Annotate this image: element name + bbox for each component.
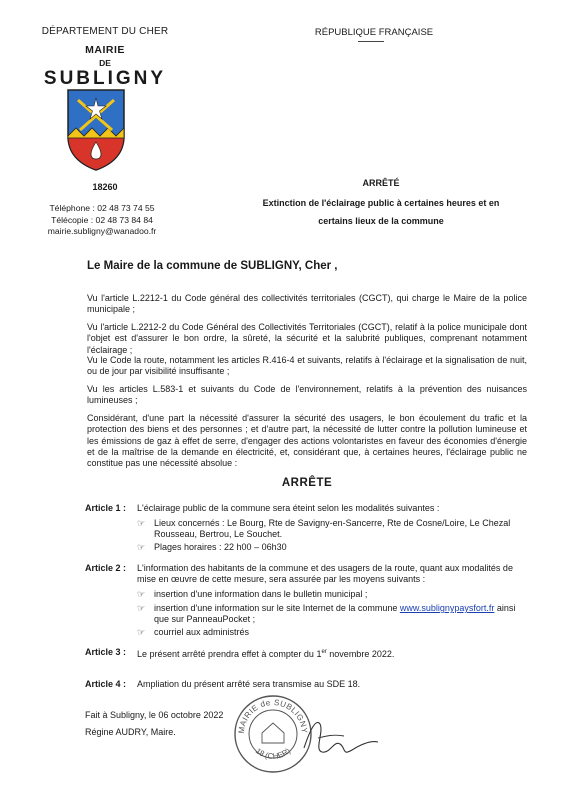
article-1-bullet-2 [137, 542, 530, 553]
phone-number: Téléphone : 02 48 73 74 55 [49, 203, 155, 213]
preamble-paragraph-3: Vu le Code la route, notamment les articles R.416-4 et suivants, relatifs à l'éclairage et la signalisation de nuit, ou de jour par visibilité insuffisante ; [87, 355, 527, 377]
article-1-bullet-2-text: Plages horaires : 22 h00 – 06h30 [154, 542, 287, 552]
email-address: mairie.subligny@wanadoo.fr [47, 226, 157, 237]
article-3-text [137, 647, 530, 660]
article-4-label: Article 4 : [85, 679, 127, 689]
maire-heading: Le Maire de la commune de SUBLIGNY, Cher , [87, 260, 338, 272]
article-2-bullet-2 [137, 603, 530, 625]
stamp-top-text: MAIRIE de SUBLIGNY [236, 697, 310, 735]
article-2-bullet-1 [137, 589, 530, 600]
subject-line-2: certains lieux de la commune [318, 216, 444, 226]
republic-label: RÉPUBLIQUE FRANÇAISE [314, 27, 434, 38]
postcode: 18260 [92, 182, 118, 192]
hand-pointing-icon: ☞ [137, 518, 146, 528]
subject-line-1: Extinction de l'éclairage public à certaines heures et en [262, 198, 500, 208]
arrete-heading: ARRÊTE [281, 477, 333, 489]
article-3-superscript: er [321, 649, 327, 655]
contact-block [22, 203, 182, 238]
article-3-label: Article 3 : [85, 647, 127, 657]
handwritten-signature-icon [300, 710, 380, 760]
article-2-bullet-3-text: courriel aux administrés [154, 627, 250, 637]
preamble-paragraph-2: Vu l'article L.2212-2 du Code Général des Collectivités Territoriales (CGCT), relatif à la police municipale dont l'objet est d'assurer le bon ordre, la sûreté, la sécurité et la salubrité publiques, comprenant notamment l'éclairage ; [87, 322, 527, 355]
mairie-label: MAIRIE [85, 44, 125, 56]
hand-pointing-icon: ☞ [137, 542, 146, 552]
document-type: ARRÊTÉ [362, 178, 400, 188]
article-3-text-main: Le présent arrêté prendra effet à compter du 1 [137, 649, 322, 659]
town-name: SUBLIGNY [43, 68, 167, 89]
article-2-text: L'information des habitants de la commune et des usagers de la route, quant aux modalités de mise en œuvre de cette mesure, sera assurée par les moyens suivants : [137, 563, 513, 585]
svg-text:18 (CHER) [254, 746, 293, 761]
document-subject [250, 194, 512, 230]
place-date: Fait à Subligny, le 06 octobre 2022 [85, 710, 224, 720]
fax-number: Télécopie : 02 48 73 84 84 [51, 214, 153, 225]
hand-pointing-icon: ☞ [137, 589, 146, 599]
coat-of-arms-icon [64, 86, 128, 172]
article-1-text: L'éclairage public de la commune sera éteint selon les modalités suivantes : [137, 503, 440, 513]
article-3-text-end: novembre 2022. [326, 649, 395, 659]
stamp-bottom-text: 18 (CHER) [253, 746, 293, 762]
department-label: DÉPARTEMENT DU CHER [41, 26, 169, 37]
article-2-bullet-2-text: insertion d'une information sur le site Internet de la commune [154, 603, 400, 613]
de-label: DE [99, 58, 111, 68]
article-1-bullet-1-text: Lieux concernés : Le Bourg, Rte de Savigny-en-Sancerre, Rte de Cosne/Loire, Le Chezal Rousseau, Bertrou, Le Souchet. [154, 518, 511, 540]
hand-pointing-icon: ☞ [137, 627, 146, 637]
preamble-paragraph-5: Considérant, d'une part la nécessité d'assurer la sécurité des usagers, le bon écoulement du trafic et la protection des biens et des personnes ; et d'autre part, la nécessité de lutter contre la pollution lumineuse et les émissions de gaz à effet de serre, d'engager des actions volontaristes en faveur des économies d'énergie et de la maîtrise de la demande en électricité, et, considérant que, à certaines heures, l'éclairage public ne constitue pas une nécessité absolue : [87, 413, 527, 469]
article-2-bullet-2-suffix: ainsi que sur PanneauPocket ; [154, 603, 516, 625]
article-2-bullet-1-text: insertion d'une information dans le bulletin municipal ; [154, 589, 368, 599]
hand-pointing-icon: ☞ [137, 603, 146, 613]
preamble-paragraph-1: Vu l'article L.2212-1 du Code général des collectivités territoriales (CGCT), qui charge le Maire de la police municipale ; [87, 293, 527, 315]
article-2-label: Article 2 : [85, 563, 127, 573]
signatory-name: Régine AUDRY, Maire. [85, 727, 176, 737]
article-4-text: Ampliation du présent arrêté sera transmise au SDE 18. [137, 679, 361, 689]
article-1-label: Article 1 : [85, 503, 127, 513]
republic-divider [358, 41, 384, 42]
svg-text:MAIRIE de SUBLIGNY [237, 698, 309, 734]
article-2-bullet-3 [137, 627, 530, 638]
preamble-paragraph-4: Vu les articles L.583-1 et suivants du Code de l'environnement, relatifs à la prévention des nuisances lumineuses ; [87, 384, 527, 406]
commune-website-link[interactable]: www.sublignypaysfort.fr [399, 603, 495, 613]
article-1-bullet-1 [137, 518, 530, 540]
